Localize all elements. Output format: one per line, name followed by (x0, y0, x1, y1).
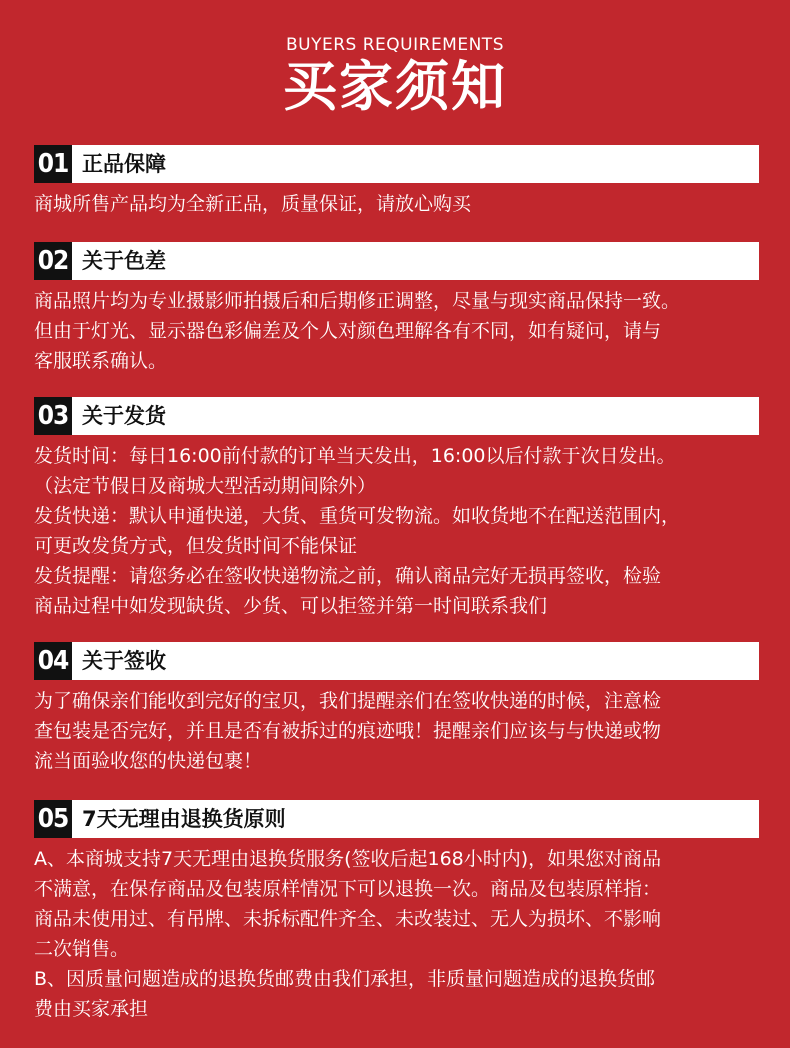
section-heading: 7天无理由退换货原则 (82, 807, 286, 831)
section-header-bar (34, 800, 759, 838)
section-body: 发货时间：每日16:00前付款的订单当天发出，16:00以后付款于次日发出。 （法定节假日及商城大型活动期间除外） 发货快递：默认申通快递，大货、重货可发物流。如收货地不在配送范围内， 可更改发货方式，但发货时间不能保证 发货提醒：请您务必在签收快递物流之前，确认商品完好无损再签收，检验 商品过程中如发现缺货、少货、可以拒签并第一时间联系我们 (34, 445, 681, 617)
section-body: 为了确保亲们能收到完好的宝贝，我们提醒亲们在签收快递的时候，注意检 查包装是否完好，并且是否有被拆过的痕迹哦！提醒亲们应该与与快递或物 流当面验收您的快递包裹！ (34, 690, 662, 772)
section-number: 02 (34, 242, 72, 280)
section-heading: 关于发货 (82, 404, 166, 428)
section-heading: 正品保障 (82, 152, 166, 176)
section-header-bar (34, 397, 759, 435)
section-shipping (34, 397, 759, 621)
section-body: A、本商城支持7天无理由退换货服务(签收后起168小时内)，如果您对商品 不满意，在保存商品及包装原样情况下可以退换一次。商品及包装原样指： 商品未使用过、有吊牌、未拆标配件齐全、未改装过、无人为损坏、不影响 二次销售。 B、因质量问题造成的退换货邮费由我们承担，非质量问题造成的退换货邮 费由买家承担 (34, 848, 662, 1020)
section-header-bar (34, 642, 759, 680)
section-color-difference (34, 242, 759, 376)
section-return-policy (34, 800, 759, 1024)
section-number: 04 (34, 642, 72, 680)
section-header-bar (34, 242, 759, 280)
section-header-bar (34, 145, 759, 183)
section-number: 03 (34, 397, 72, 435)
section-body: 商城所售产品均为全新正品，质量保证，请放心购买 (34, 193, 472, 215)
page-subtitle: BUYERS REQUIREMENTS (286, 35, 504, 55)
section-number: 01 (34, 145, 72, 183)
section-heading: 关于签收 (82, 649, 166, 673)
section-number: 05 (34, 800, 72, 838)
section-heading: 关于色差 (82, 249, 166, 273)
page-header (0, 34, 790, 118)
section-authentic-guarantee (34, 145, 759, 219)
section-receipt (34, 642, 759, 776)
page-title: 买家须知 (283, 55, 507, 118)
section-body: 商品照片均为专业摄影师拍摄后和后期修正调整，尽量与现实商品保持一致。 但由于灯光、显示器色彩偏差及个人对颜色理解各有不同，如有疑问，请与 客服联系确认。 (34, 290, 681, 372)
